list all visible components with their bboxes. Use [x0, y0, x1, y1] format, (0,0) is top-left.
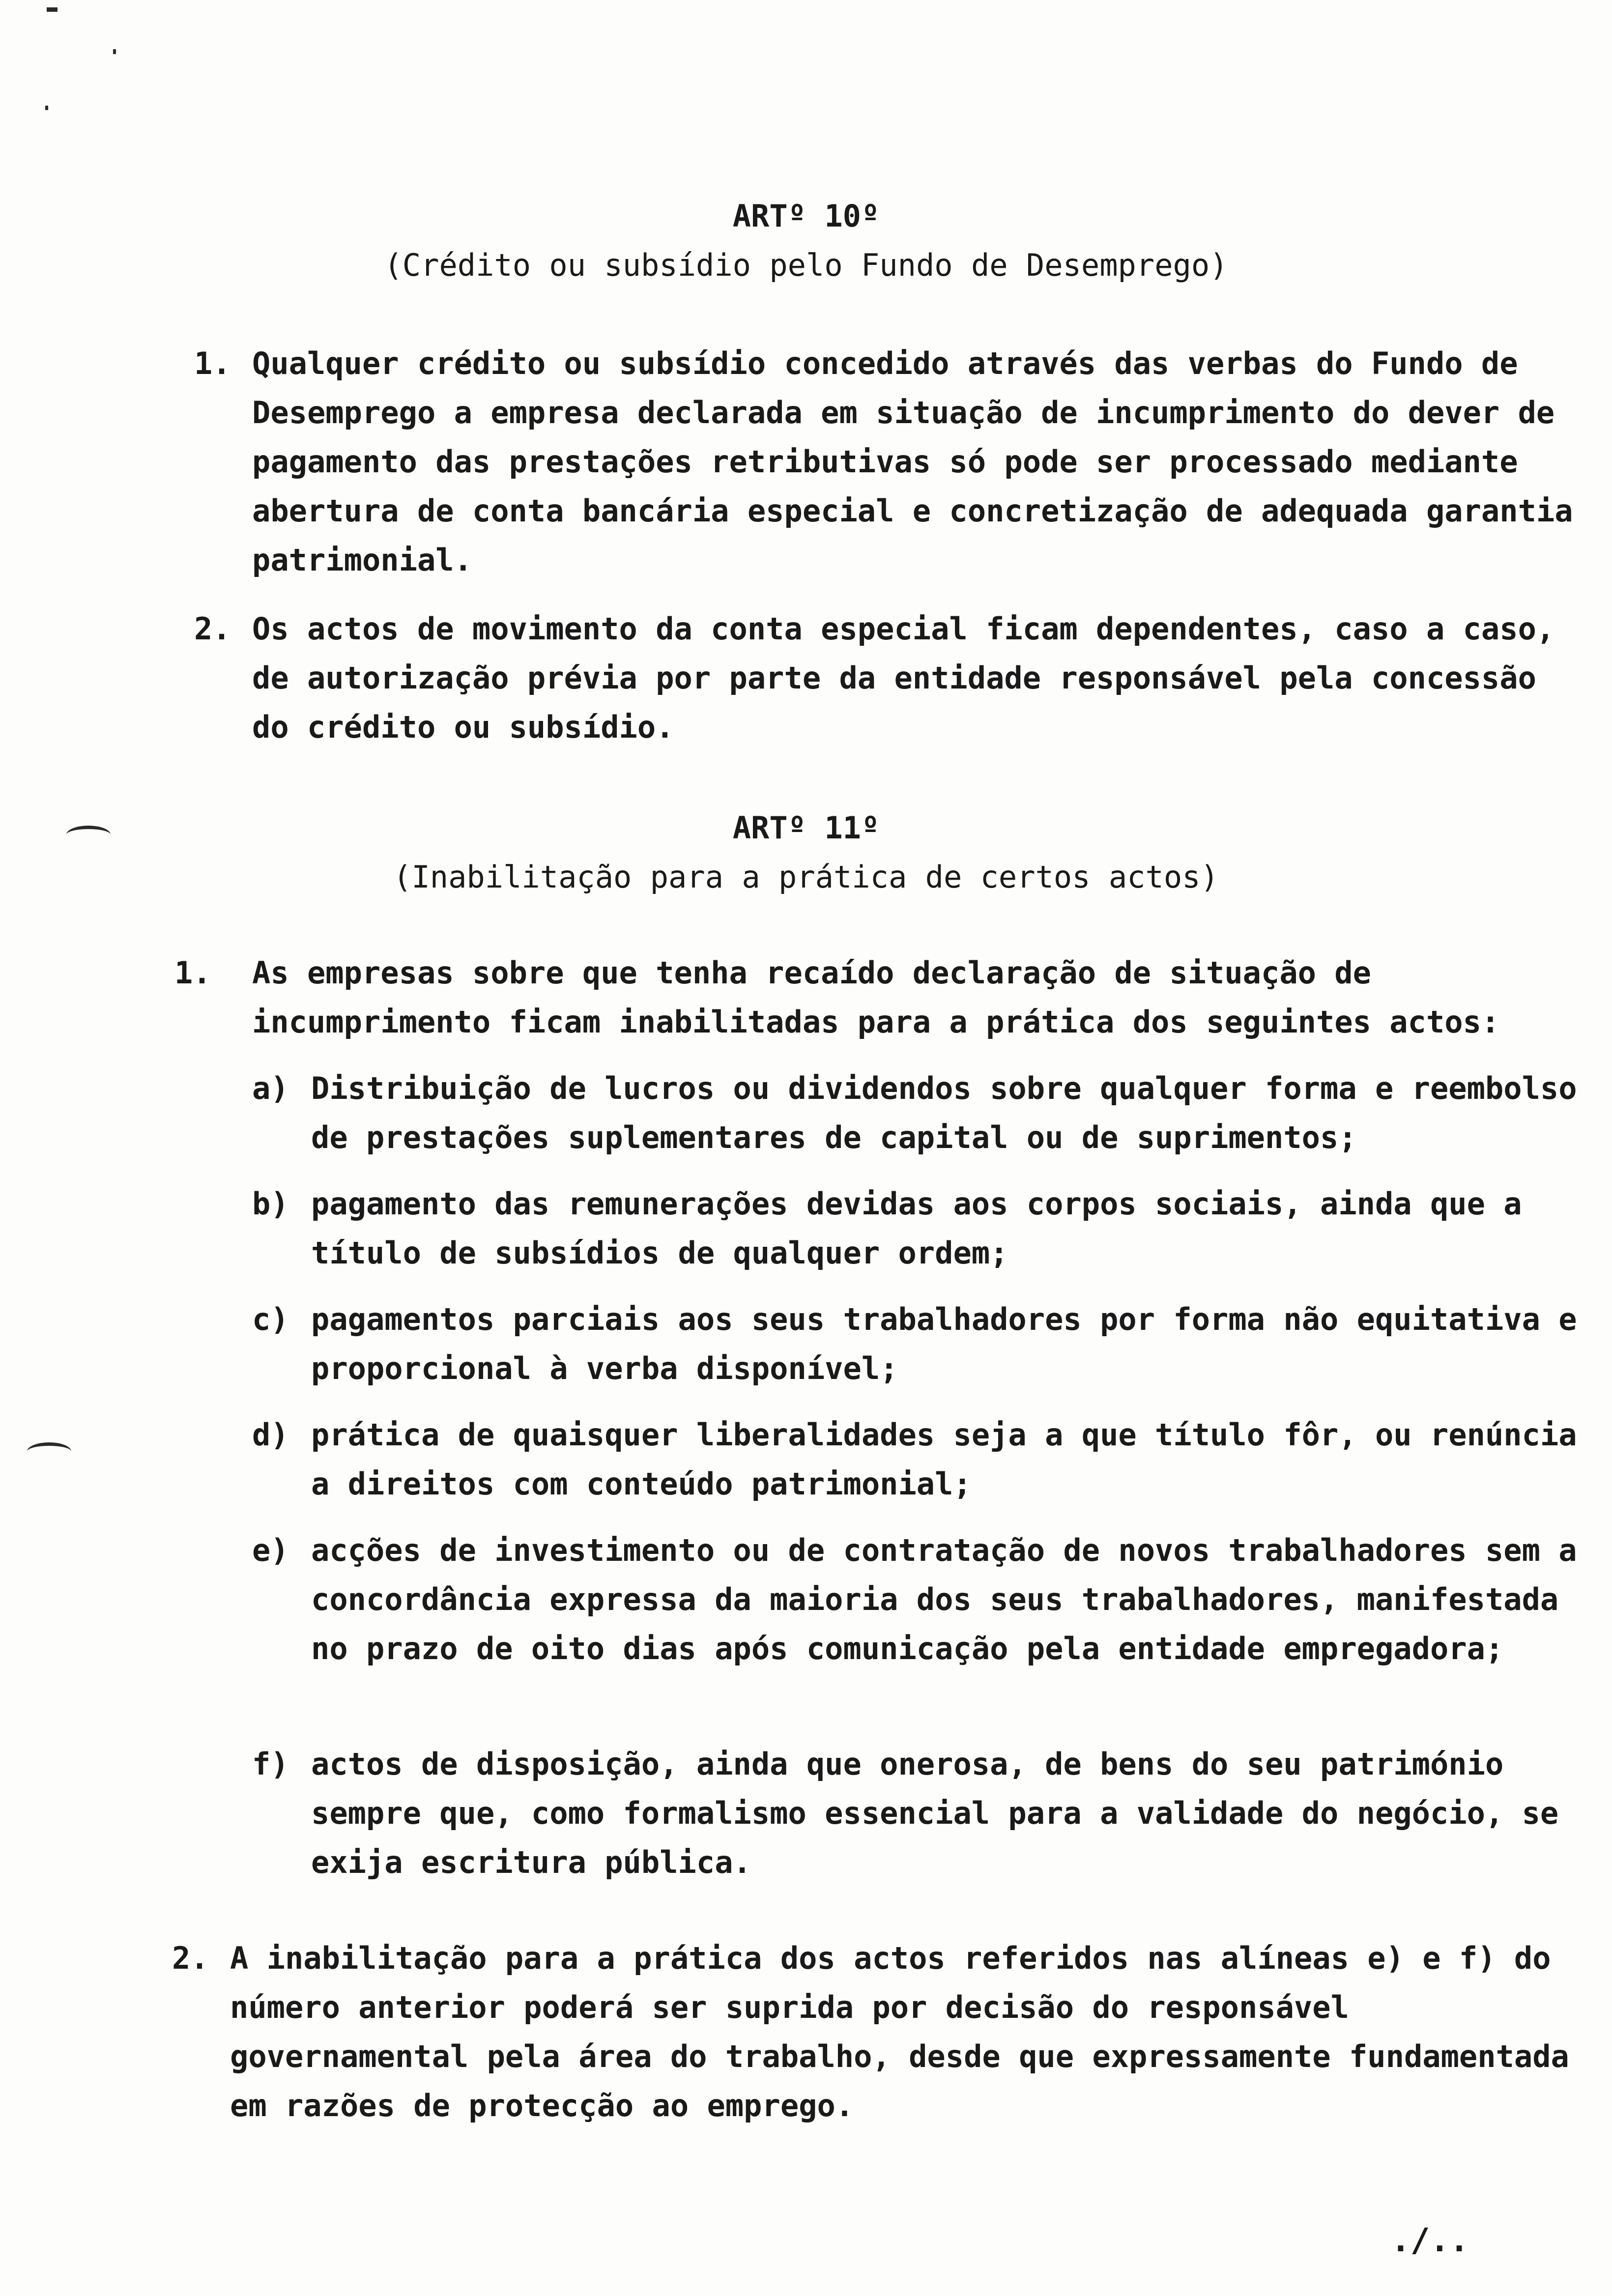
- item-text: Os actos de movimento da conta especial ficam dependentes, caso a caso, de autorização prévia por parte da entidade responsável pela concessão do crédito ou subsídio.: [252, 611, 1573, 745]
- item-number: 1.: [194, 345, 231, 381]
- item-text: A inabilitação para a prática dos actos referidos nas alíneas e) e f) do número anterior poderá ser suprida por decisão do responsável governamental pela área do trabalho, desde que expressamente fundamentada em razões de protecção ao emprego.: [230, 1940, 1588, 2124]
- subitem-letter: d): [252, 1417, 289, 1453]
- subitem-text: pagamentos parciais aos seus trabalhadores por forma não equitativa e proporcional à verba disponível;: [311, 1301, 1595, 1386]
- scan-speck: [47, 7, 58, 12]
- scan-speck: [45, 106, 48, 110]
- subitem-letter: b): [252, 1186, 289, 1222]
- item-number: 2.: [194, 611, 231, 647]
- subitem-text: prática de quaisquer liberalidades seja a que título fôr, ou renúncia a direitos com conteúdo patrimonial;: [311, 1417, 1595, 1502]
- subitem-letter: c): [252, 1301, 289, 1337]
- punch-hole-mark: [27, 1442, 71, 1461]
- subitem-letter: e): [252, 1532, 289, 1568]
- article-11-heading: ARTº 11º: [732, 810, 880, 846]
- subitem-text: acções de investimento ou de contratação de novos trabalhadores sem a concordância expressa da maioria dos seus trabalhadores, manifestada no prazo de oito dias após comunicação pela entidade empregadora;: [311, 1532, 1595, 1666]
- continuation-marker: ./..: [1391, 2221, 1469, 2259]
- subitem-text: actos de disposição, ainda que onerosa, de bens do seu património sempre que, como formalismo essencial para a validade do negócio, se exija escritura pública.: [311, 1746, 1577, 1880]
- article-11-subtitle: (Inabilitação para a prática de certos actos): [393, 859, 1219, 895]
- scan-speck: [113, 49, 116, 54]
- subitem-text: pagamento das remunerações devidas aos corpos sociais, ainda que a título de subsídios de qualquer ordem;: [311, 1186, 1540, 1271]
- item-number: 2.: [172, 1940, 209, 1976]
- article-10-subtitle: (Crédito ou subsídio pelo Fundo de Desemprego): [384, 247, 1228, 283]
- item-number: 1.: [174, 955, 211, 991]
- article-10-heading: ARTº 10º: [732, 198, 880, 234]
- subitem-letter: a): [252, 1070, 289, 1106]
- subitem-letter: f): [252, 1746, 289, 1782]
- item-text: Qualquer crédito ou subsídio concedido através das verbas do Fundo de Desemprego a empresa declarada em situação de incumprimento do dever de pagamento das prestações retributivas só pode ser processado mediante abertura de conta bancária especial e concretização de adequada garantia patrimonial.: [252, 345, 1591, 578]
- item-text: As empresas sobre que tenha recaído declaração de situação de incumprimento ficam inabilitadas para a prática dos seguintes actos:: [252, 955, 1500, 1040]
- subitem-text: Distribuição de lucros ou dividendos sobre qualquer forma e reembolso de prestações suplementares de capital ou de suprimentos;: [311, 1070, 1595, 1155]
